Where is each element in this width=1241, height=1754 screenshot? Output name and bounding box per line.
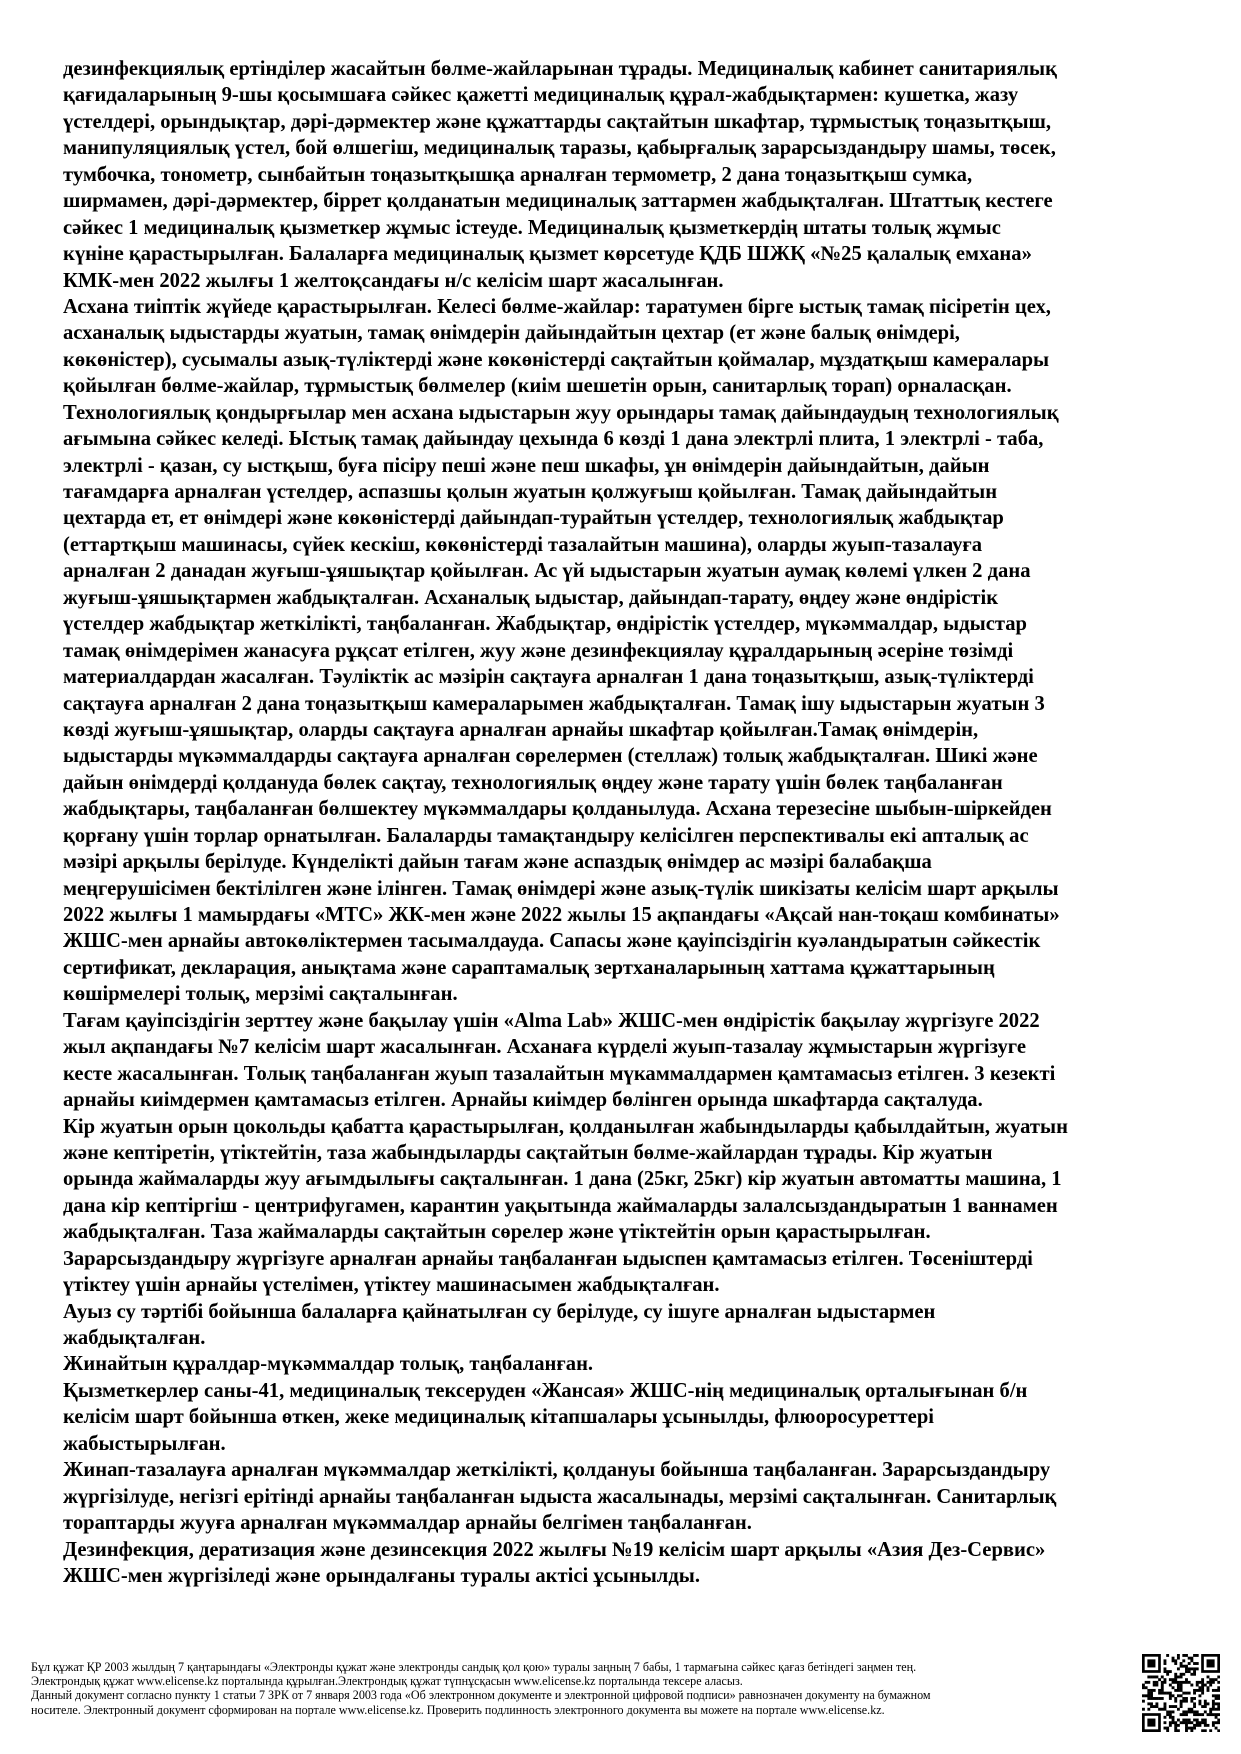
body-line: Жинайтын құралдар-мүкәммалдар толық, таңбаланған. [63,1353,594,1376]
body-line: кесте жасалынған. Толық таңбаланған жуып тазалайтын мүкаммалдармен қамтамасыз етілген. 3 кезекті [63,1062,1056,1085]
footer-line: Электрондық құжат www.elicense.kz порталында құрылған.Электрондық құжат түпнұсқасын www.elicense.kz порталында тексере аласыз. [31,1674,743,1689]
qr-code-icon [1142,1654,1220,1732]
body-line: ширмамен, дәрі-дәрмектер, біррет қолданатын медициналық заттармен жабдықталған. Штаттық кестеге [63,190,1053,213]
body-line: қағидаларының 9-шы қосымшаға сәйкес қажетті медициналық құрал-жабдықтармен: кушетка, жазу [63,84,1019,107]
body-line: ЖШС-мен арнайы автокөліктермен тасымалдауда. Сапасы және қауіпсіздігін куәландыратын сәйкестік [63,930,1041,953]
body-line: материалдардан жасалған. Тәуліктік ас мәзірін сақтауға арналған 1 дана тоңазытқыш, азық-түліктерді [63,666,1034,689]
body-line: Қызметкерлер саны-41, медициналық тексеруден «Жансая» ЖШС-нің медициналық орталығынан б/н [63,1379,1028,1402]
body-line: арнайы киімдермен қамтамасыз етілген. Арнайы киімдер бөлінген орында шкафтарда сақталуда. [63,1089,983,1112]
body-line: күніне қарастырылған. Балаларға медициналық қызмет көрсетуде ҚДБ ШЖҚ «№25 қалалық емхана» [63,243,1032,266]
body-line: электрлі - қазан, су ыстқыш, буға пісіру пеші және пеш шкафы, ұн өнімдерін дайындайтын, дайын [63,454,990,477]
body-line: жабдықталған. Таза жаймаларды сақтайтын сөрелер және үтіктейтін орын қарастырылған. [63,1221,931,1244]
body-line: дезинфекциялық ертінділер жасайтын бөлме-жайларынан тұрады. Медициналық кабинет санитариялық [63,58,1057,80]
body-line: жабдықтары, таңбаланған бөлшектеу мүкәммалдары қолданылуда. Асхана терезесіне шыбын-шіркейден [63,798,1052,821]
legal-footer [31,1660,1131,1717]
body-line: үстелдері, орындықтар, дәрі-дәрмектер және құжаттарды сақтайтын шкафтар, тұрмыстық тоңазытқыш, [63,110,1052,133]
body-line: КМК-мен 2022 жылғы 1 желтоқсандағы н/с келісім шарт жасалынған. [63,269,724,292]
body-line: қойылған бөлме-жайлар, тұрмыстық бөлмелер (киім шешетін орын, санитарлық торап) орналасқан. [63,375,1012,398]
body-line: жуғыш-ұяшықтармен жабдықталған. Асханалық ыдыстар, дайындап-тарату, өңдеу және өндірістік [63,586,999,609]
body-line: көзді жуғыш-ұяшықтар, оларды сақтауға арналған арнайы шкафтар қойылған.Тамақ өнімдерін, [63,718,979,741]
body-line: көшірмелері толық, мерзімі сақталынған. [63,983,458,1006]
body-line: Асхана тиіптік жүйеде қарастырылған. Келесі бөлме-жайлар: таратумен бірге ыстық тамақ пісіретін цех, [63,295,1051,318]
body-line: манипуляциялық үстел, бой өлшегіш, медициналық таразы, қабырғалық зарарсыздандыру шамы, төсек, [63,137,1056,160]
body-line: Дезинфекция, дератизация және дезинсекция 2022 жылғы №19 келісім шарт арқылы «Азия Дез-Сервис» [63,1538,1046,1561]
body-line: Ауыз су тәртібі бойынша балаларға қайнатылған су берілуде, су ішуге арналған ыдыстармен [63,1300,936,1323]
body-line: асханалық ыдыстарды жуатын, тамақ өнімдерін дайындайтын цехтар (ет және балық өнімдері, [63,322,960,345]
body-line: дана кір кептіргіш - центрифугамен, карантин уақытында жаймаларды залалсыздандыратын 1 ваннамен [63,1194,1058,1217]
body-line: үтіктеу үшін арнайы үстелімен, үтіктеу машинасымен жабдықталған. [63,1274,720,1297]
body-line: мәзірі арқылы берілуде. Күнделікті дайын тағам және аспаздық өнімдер ас мәзірі балабақша [63,851,932,874]
body-line: Тағам қауіпсіздігін зерттеу және бақылау үшін «Alma Lab» ЖШС-мен өндірістік бақылау жүргізуге 2022 [63,1009,1040,1032]
body-line: Технологиялық қондырғылар мен асхана ыдыстарын жуу орындары тамақ дайындаудың технологиялық [63,401,1059,424]
body-line: сәйкес 1 медициналық қызметкер жұмыс істеуде. Медициналық қызметкердің штаты толық жұмыс [63,216,1001,239]
body-line: дайын өнімдерді қолдануда бөлек сақтау, технологиялық өңдеу және тарату үшін бөлек таңбаланған [63,771,1003,794]
body-line: тағамдарға арналған үстелдер, аспазшы қолын жуатын қолжуғыш қойылған. Тамақ дайындайтын [63,481,998,503]
body-line: цехтарда ет, ет өнімдері және көкөністерді дайындап-турайтын үстелдер, технологиялық жабдықтар [63,507,1004,530]
body-line: меңгерушісімен бектілілген және ілінген. Тамақ өнімдері және азық-түлік шикізаты келісім шарт арқылы [63,877,1059,900]
body-line: ЖШС-мен жүргізіледі және орындалғаны туралы актісі ұсынылды. [63,1564,700,1587]
body-line: сертификат, декларация, анықтама және сараптамалық зертханаларының хаттама құжаттарының [63,956,995,979]
body-line: арналған 2 данадан жуғыш-ұяшықтар қойылған. Ас үй ыдыстарын жуатын аумақ көлемі үлкен 2 дана [63,560,1031,583]
body-line: жүргізілуде, негізгі ерітінді арнайы таңбаланған ыдыста жасалынады, мерзімі сақталынған. Санитарлық [63,1485,1057,1508]
body-line: 2022 жылғы 1 мамырдағы «МТС» ЖК-мен және 2022 жылы 15 ақпандағы «Ақсай нан-тоқаш комбинаты» [63,904,1060,926]
body-line: ағымына сәйкес келеді. Ыстық тамақ дайындау цехында 6 көзді 1 дана электрлі плита, 1 электрлі - таба, [63,428,1044,451]
body-line: және кептіретін, үтіктейтін, таза жабындыларды сақтайтын бөлме-жайлардан тұрады. Кір жуатын [63,1141,993,1164]
body-line: жабдықталған. [63,1327,206,1349]
body-line: (еттартқыш машинасы, сүйек кескіш, көкөністерді тазалайтын машина), оларды жуып-тазалауға [63,533,983,556]
body-line: сақтауға арналған 2 дана тоңазытқыш камераларымен жабдықталған. Тамақ ішу ыдыстарын жуатын 3 [63,692,1045,715]
body-line: ыдыстарды мүкәммалдарды сақтауға арналған сөрелермен (стеллаж) толық жабдықталған. Шикі және [63,745,1038,768]
document-body [63,56,1181,1589]
body-line: жыл ақпандағы №7 келісім шарт жасалынған. Асханаға күрделі жуып-тазалау жұмыстарын жүргізуге [63,1036,1027,1059]
body-line: тамақ өнімдерімен жанасуға рұқсат етілген, жуу және дезинфекциялау құралдарының әсеріне төзімді [63,639,1014,662]
footer-line: Данный документ согласно пункту 1 статьи 7 ЗРК от 7 января 2003 года «Об электронном документе и электронной цифровой подписи» равнозначен документу на бумажном [31,1688,931,1703]
body-line: үстелдер жабдықтар жеткілікті, таңбаланған. Жабдықтар, өндірістік үстелдер, мүкәммалдар, ыдыстар [63,613,1027,636]
body-line: көкөністер), сусымалы азық-түліктерді және көкөністерді сақтайтын қоймалар, мұздатқыш камералары [63,348,1050,371]
footer-line: носителе. Электронный документ сформирован на портале www.elicense.kz. Проверить подлинность электронного документа вы можете на портале www.elicense.kz. [31,1702,885,1717]
body-line: қорғану үшін торлар орнатылған. Балаларды тамақтандыру келісілген перспективалы екі апталық ас [63,824,1029,847]
footer-line: Бұл құжат ҚР 2003 жылдың 7 қаңтарындағы «Электронды құжат және электронды сандық қол қою» туралы заңның 7 бабы, 1 тармағына сәйкес қағаз бетіндегі заңмен тең. [31,1660,917,1674]
body-line: Кір жуатын орын цокольды қабатта қарастырылған, қолданылған жабындыларды қабылдайтын, жуатын [63,1115,1068,1138]
body-line: жабыстырылған. [63,1432,226,1455]
body-line: тумбочка, тонометр, сынбайтын тоңазытқышқа арналған термометр, 2 дана тоңазытқыш сумка, [63,163,973,186]
body-line: орында жаймаларды жуу ағымдылығы сақталынған. 1 дана (25кг, 25кг) кір жуатын автоматты машина, 1 [63,1168,1062,1191]
body-line: Жинап-тазалауға арналған мүкәммалдар жеткілікті, қолдануы бойынша таңбаланған. Зарарсыздандыру [63,1459,1051,1482]
body-line: Зарарсыздандыру жүргізуге арналған арнайы таңбаланған ыдыспен қамтамасыз етілген. Төсеніштерді [63,1247,1033,1270]
body-line: келісім шарт бойынша өткен, жеке медициналық кітапшалары ұсынылды, флюоросуреттері [63,1406,934,1429]
body-line: тораптарды жууға арналған мүкәммалдар арнайы белгімен таңбаланған. [63,1512,752,1535]
